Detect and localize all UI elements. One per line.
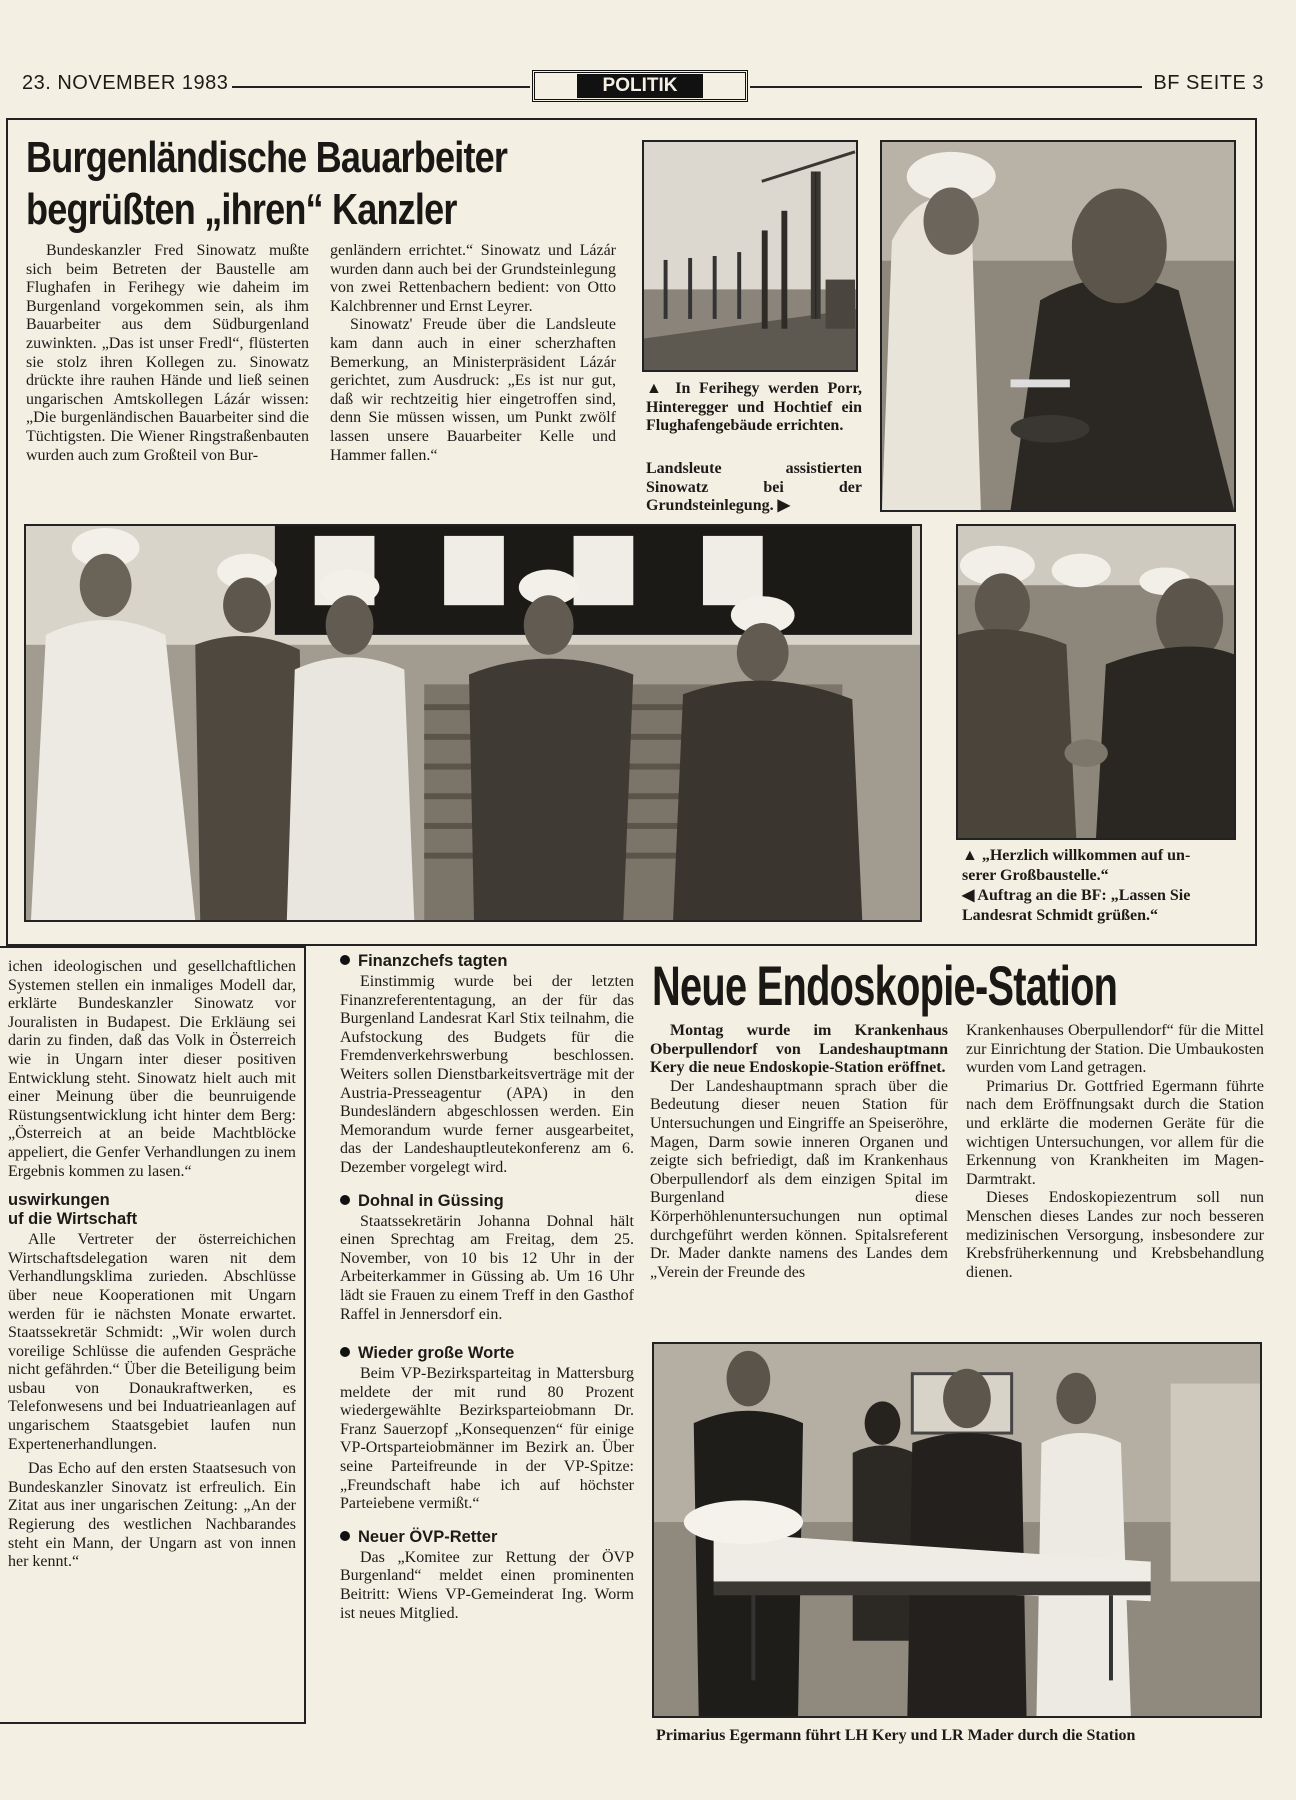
article1-col2-p2: Sinowatz' Freude über die Landsleute kam dann auch in einer scherzhaften Bemerkung, an Ministerpräsident Lázár gerichtet, zum Ausdruck: „Es ist nur gut, daß wir rechtzeitig hier eingetroffen sind, denn Sie müssen wissen, um Punkt zwölf lassen unsere Bauarbeiter Kelle und Hammer fallen.“ xyxy=(330,316,616,464)
brief-text-worte: Beim VP-Bezirksparteitag in Mattersburg meldete der mit rund 80 Prozent wiedergewählte Bezirksparteiobmann Dr. Franz Sauerzopf „Konsequenzen“ für einige VP-Ortsparteiobmänner im Bezirk an. Über seine Parteifreunde in der VP-Spitze: „Freundschaft habe ich auf höchster Parteiebene vermißt.“ xyxy=(340,1365,634,1513)
article2-col2-p1: Krankenhauses Oberpullendorf“ für die Mittel zur Einrichtung der Station. Die Umbaukosten wurden vom Land getragen. xyxy=(966,1022,1264,1077)
workers-illustration xyxy=(26,526,920,920)
left-col-p1: ichen ideologischen und gesellchaftlichen Systemen stellen ein inmaliges Modell dar, erklärte Bundeskanzler Sinowatz vor Jouralisten in Budapest. Die Erkläung sei darin zu finden, daß das Volk in Österreich wie in Ungarn inter dieser positiven Entwicklung steht. Sinowatz hielt auch mit einer Meinung über die beunruigende Rüstungsentwicklung icht hinter dem Berg: „Österreich at an beide Machtblöcke appeliert, die Genfer Verhandlungen zu inem Ergebnis kommen zu lasen.“ xyxy=(8,958,296,1180)
groundbreaking-illustration xyxy=(882,142,1234,510)
article1-column1 xyxy=(26,242,309,524)
article1-headline-line2: begrüßten „ihren“ Kanzler xyxy=(26,185,457,234)
article1-col2-p1: genländern errichtet.“ Sinowatz und Lázár wurden dann auch bei der Grundsteinlegung von zwei Rettenbachern bedient: von Otto Kalchbrenner und Ernst Leyrer. xyxy=(330,242,616,315)
header-rule-left xyxy=(232,86,530,88)
crane-photo xyxy=(642,140,858,372)
left-col-subhead-line2: uf die Wirtschaft xyxy=(8,1210,138,1229)
brief-text-dohnal: Staatssekretärin Johanna Dohnal hält einen Sprechtag am Freitag, dem 25. November, von 10 bis 12 Uhr in der Arbeiterkammer in Güssing ab. Um 16 Uhr lädt sie Frauen zu einem Treff in den Gasthof Raffel in Jennersdorf ein. xyxy=(340,1212,634,1323)
brief-title-worte-text: Wieder große Worte xyxy=(358,1344,515,1363)
left-col-p3: Das Echo auf den ersten Staatsesuch von Bundeskanzler Sinovatz ist erfreulich. Ein Zitat aus iner ungarischen Zeitung: „An der Regierung des westlichen Nachbarandes steht ein Mann, der Ungarn ast von innen her kennt.“ xyxy=(8,1460,296,1571)
bullet-icon xyxy=(340,1531,350,1541)
auftrag-caption-line1: ◀ Auftrag an die BF: „Lassen Sie xyxy=(962,887,1191,904)
brief-title-finanzchefs xyxy=(340,952,634,971)
brief-text-retter: Das „Komitee zur Rettung der ÖVP Burgenland“ meldet einen prominenten Beitritt: Wiens VP-Gemeinderat Ing. Worm ist neues Mitglied. xyxy=(340,1548,634,1622)
groundbreaking-photo xyxy=(880,140,1236,512)
article1-column2 xyxy=(330,242,616,524)
article2-col2-p3: Dieses Endoskopiezentrum soll nun Menschen dieses Landes zur noch besseren medizinischen Versorgung, insbesondere zur Krebsfrüherkennung und Krebsbehandlung dienen. xyxy=(966,1189,1264,1281)
workers-group-photo xyxy=(24,524,922,922)
brief-title-worte xyxy=(340,1344,634,1363)
bullet-icon xyxy=(340,1347,350,1357)
brief-title-dohnal xyxy=(340,1192,634,1211)
crane-caption: ▲ In Ferihegy werden Porr, Hinteregger und Hochtief ein Flughafengebäude errichten. xyxy=(646,380,862,435)
brief-title-retter-text: Neuer ÖVP-Retter xyxy=(358,1527,498,1546)
issue-date: 23. NOVEMBER 1983 xyxy=(22,72,229,94)
brief-title-finanzchefs-text: Finanzchefs tagten xyxy=(358,952,508,970)
station-caption: Primarius Egermann führt LH Kery und LR Mader durch die Station xyxy=(656,1727,1136,1744)
left-column-text xyxy=(8,958,296,1716)
article2-column1 xyxy=(650,1022,948,1326)
bullet-icon xyxy=(340,1195,350,1205)
welcome-illustration xyxy=(958,526,1234,838)
section-label-box xyxy=(532,70,748,102)
article2-column2 xyxy=(966,1022,1264,1326)
article1-col1-text: Bundeskanzler Fred Sinowatz mußte sich beim Betreten der Baustelle am Flughafen in Ferihegy wie daheim im Burgenland vorgekommen sein, als ihm Bauarbeiter aus dem Südburgenland zuwinkten. „Das ist unser Fredl“, flüsterten sie stolz ihren Kollegen zu. Sinowatz drückte ihre rauhen Hände und ließ seinen ungarischen Amtskollegen Lázár wissen: „Die burgenländischen Bauarbeiter sind die Tüchtigsten. Die Wiener Ringstraßenbauten wurden auch zum Großteil von Bur- xyxy=(26,242,309,464)
article2-col2-p2: Primarius Dr. Gottfried Egermann führte nach dem Eröffnungsakt durch die Station und erklärte die modernen Geräte für die wichtigen Untersuchungen, vor allem für die Erkennung von Krankheiten im Magen-Darmtrakt. xyxy=(966,1077,1264,1188)
brief-title-retter xyxy=(340,1528,634,1547)
bullet-icon xyxy=(340,955,350,965)
brief-title-dohnal-text: Dohnal in Güssing xyxy=(358,1191,504,1210)
article1-headline-line1: Burgenländische Bauarbeiter xyxy=(26,133,508,182)
auftrag-caption-line2: Landesrat Schmidt grüßen.“ xyxy=(962,907,1159,924)
welcome-caption-line2: serer Großbaustelle.“ xyxy=(962,867,1109,884)
section-label: POLITIK xyxy=(577,74,704,98)
header-rule-right xyxy=(750,86,1142,88)
station-illustration xyxy=(654,1344,1260,1716)
article2-col1-p1: Der Landeshauptmann sprach über die Bedeutung dieser neuen Station für Untersuchungen und Eingriffe an Speiseröhre, Magen, Darm sowie inneren Organen und zeigte sich befriedigt, daß im Krankenhaus Oberpullendorf als dem einzigen Spital im Burgenland diese Körperhöhlenuntersuchungen nun optimal durchgeführt werden können. Spitalsreferent Dr. Mader dankte namens des Landes dem „Verein der Freunde des xyxy=(650,1077,948,1281)
brief-text-finanzchefs: Einstimmig wurde bei der letzten Finanzreferententagung, an der für das Burgenland Landesrat Karl Stix teilnahm, die Aufstockung des Budgets für die Fremdenverkehrswerbung beschlossen. Weiters sollen Dienstbarkeitsverträge mit der Austria-Presseagentur (APA) in den Bundesländern abgeschlossen werden. Ein Memorandum wurde ferner ausgearbeitet, das der Landeshauptleutekonferenz am 6. Dezember vorgelegt wird. xyxy=(340,973,634,1176)
landsleute-caption: Landsleute assistierten Sinowatz bei der Grundsteinlegung. ▶ xyxy=(646,460,862,515)
page-number: BF SEITE 3 xyxy=(1153,72,1264,94)
briefs-column xyxy=(340,952,634,1742)
article2-headline: Neue Endoskopie-Station xyxy=(652,954,1118,1017)
station-photo xyxy=(652,1342,1262,1718)
welcome-photo xyxy=(956,524,1236,840)
welcome-caption-line1: ▲ „Herzlich willkommen auf un- xyxy=(962,847,1191,864)
left-col-p2: Alle Vertreter der österreichichen Wirtschaftsdelegation waren nit dem Verhandlungsklima zurieden. Abschlüsse über neue Kooperationen mit Ungarn werden für ie nächsten Monate erwartet. Staatssekretär Schmidt: „Wir wolen durch voreilige Schlüsse die aufenden Gespräche nicht gefährden.“ Über die Beteiligung beim usbau von Donaukraftwerken, es Telefonwesens und bei Induatrieanlagen auf ungarischem Staatsgebiet laufen nun Expertenerhandlungen. xyxy=(8,1231,296,1453)
left-col-subhead-line1: uswirkungen xyxy=(8,1191,110,1210)
article2-lead: Montag wurde im Krankenhaus Oberpullendorf von Landeshauptmann Kery die neue Endoskopie-Station eröffnet. xyxy=(650,1022,948,1077)
crane-illustration xyxy=(644,142,856,370)
